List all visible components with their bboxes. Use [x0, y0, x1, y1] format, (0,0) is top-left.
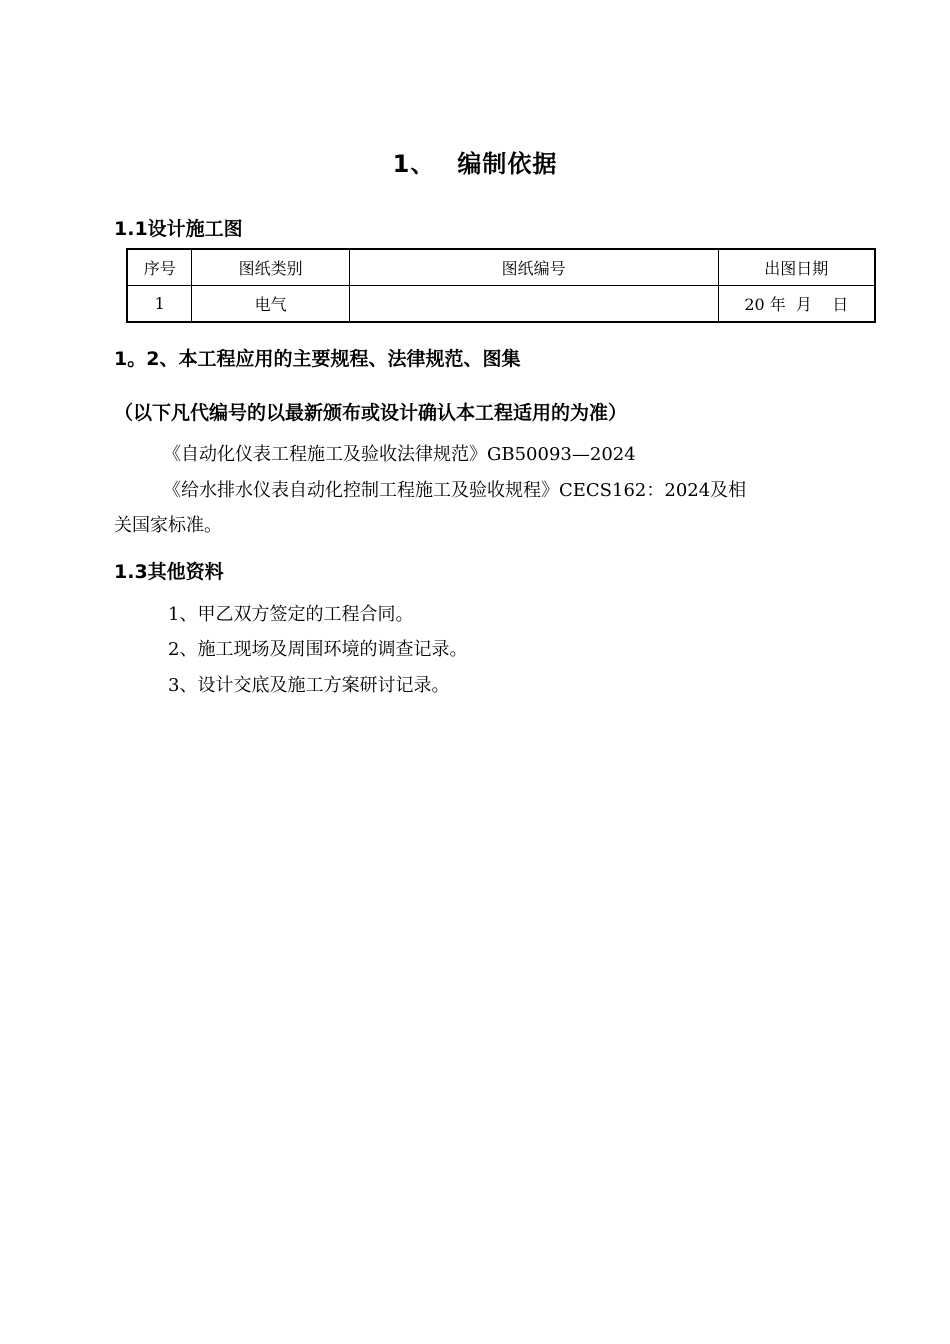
- list-item: 3、设计交底及施工方案研讨记录。: [168, 675, 450, 696]
- section-heading-1-3: 1.3其他资料: [114, 561, 224, 583]
- section-note: （以下凡代编号的以最新颁布或设计确认本工程适用的为准）: [114, 402, 628, 424]
- date-value: 20 年 月 日: [744, 295, 849, 314]
- list-item: 1、甲乙双方签定的工程合同。: [168, 604, 414, 625]
- table-cell-type: 电气: [192, 286, 349, 323]
- title-text: 编制依据: [457, 150, 558, 178]
- table-header-date: 出图日期: [718, 249, 875, 286]
- section-heading-1-1: 1.1设计施工图: [114, 218, 243, 240]
- table-cell-date: [718, 286, 875, 323]
- standard-item-1: 《自动化仪表工程施工及验收法律规范》GB50093—2024: [163, 444, 636, 465]
- table-header-row: [127, 249, 875, 286]
- drawings-table: [126, 248, 876, 323]
- table-header-type: 图纸类别: [192, 249, 349, 286]
- table-cell-number: [349, 286, 718, 323]
- standard-item-2-continued: 关国家标准。: [114, 515, 222, 536]
- title-number: 1、: [392, 150, 436, 178]
- table-header-number: 图纸编号: [349, 249, 718, 286]
- table-cell-seq: 1: [127, 286, 192, 323]
- standard-item-2: 《给水排水仪表自动化控制工程施工及验收规程》CECS162：2024及相: [163, 480, 747, 501]
- table-row: [127, 286, 875, 323]
- list-item: 2、施工现场及周围环境的调查记录。: [168, 639, 468, 660]
- page-title: [0, 144, 950, 179]
- section-heading-1-2: 1。2、本工程应用的主要规程、法律规范、图集: [114, 348, 521, 370]
- table-header-seq: 序号: [127, 249, 192, 286]
